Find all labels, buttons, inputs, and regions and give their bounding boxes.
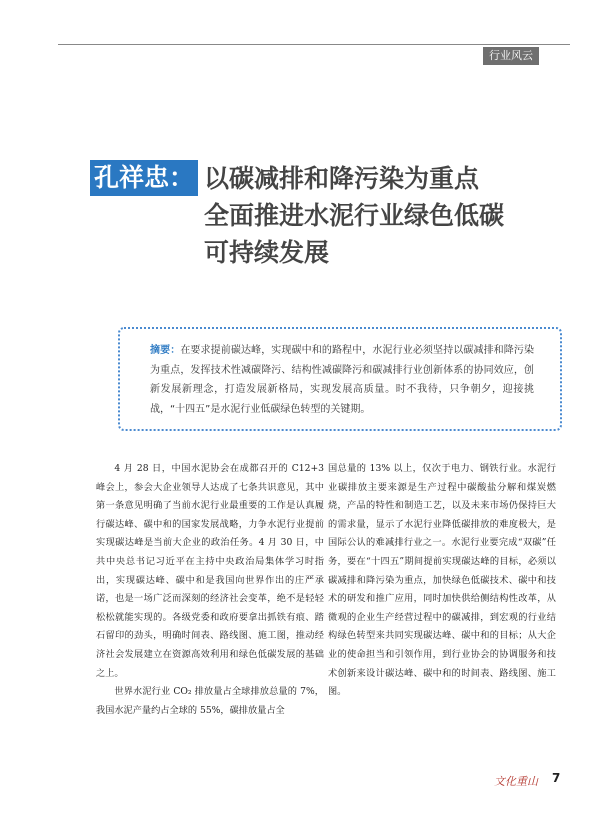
header-rule (58, 44, 570, 45)
body-column-left (96, 460, 324, 720)
body-paragraph: 世界水泥行业 CO₂ 排放量占全球排放总量的 7%，我国水泥产量约占全球的 55%，碳排放量占全 (96, 686, 324, 716)
abstract (150, 341, 534, 419)
title-author: 孔祥忠： (93, 163, 194, 192)
section-tag[interactable]: 行业风云 (483, 47, 539, 65)
title-line-2: 全面推进水泥行业绿色低碳 (204, 201, 505, 230)
body-column-right (328, 460, 556, 702)
body-paragraph: 4 月 28 日，中国水泥协会在成都召开的 C12+3 峰会上，参会大企业领导人达成了七条共识意见，其中第一条意见明确了当前水泥行业最重要的工作是认真履行碳达峰、碳中和的国家发展战略，力争水泥行业提前实现碳达峰是当前大企业的政治任务。4 月 30 日，中共中央总书记习近平在主持中央政治局集体学习时指出，实现碳达峰、碳中和是我国向世界作出的庄严承诺，也是一场广泛而深刻的经济社会变革，绝不是轻轻松松就能实现的。各级党委和政府要拿出抓铁有痕、踏石留印的劲头，明确时间表、路线图、施工图，推动经济社会发展建立在资源高效利用和绿色低碳发展的基础之上。 (96, 463, 324, 679)
abstract-text: 在要求提前碳达峰，实现碳中和的路程中，水泥行业必须坚持以碳减排和降污染为重点，发挥技术性减碳降污、结构性减碳降污和碳减排行业创新体系的协同效应，创新发展新理念，打造发展新格局，实现发展高质量。时不我待，只争朝夕，迎接挑战，“十四五”是水泥行业低碳绿色转型的关键期。 (150, 345, 535, 415)
title-line-1: 以碳减排和降污染为重点 (204, 164, 480, 193)
magazine-logo: 文化重山 (494, 775, 538, 788)
body-paragraph: 国总量的 13% 以上，仅次于电力、钢铁行业。水泥行业碳排放主要来源是生产过程中碳酸盐分解和煤炭燃烧，产品的特性和制造工艺，以及未来市场仍保持巨大的需求量，显示了水泥行业降低碳排放的难度极大，是国际公认的难减排行业之一。水泥行业要完成“双碳”任务，要在“十四五”期间提前实现碳达峰的目标，必须以碳减排和降污染为重点，加快绿色低碳技术、碳中和技术的研发和推广应用，同时加快供给侧结构性改革，从微观的企业生产经营过程中的碳减排，到宏观的行业结构绿色转型来共同实现碳达峰、碳中和的目标；从大企业的使命担当和引领作用，到行业协会的协调服务和技术创新来设计碳达峰、碳中和的时间表、路线图、施工图。 (328, 463, 556, 698)
page-number: 7 (552, 771, 561, 785)
article-title (204, 160, 564, 271)
title-line-3: 可持续发展 (204, 238, 330, 267)
abstract-label: 摘要： (150, 345, 181, 356)
